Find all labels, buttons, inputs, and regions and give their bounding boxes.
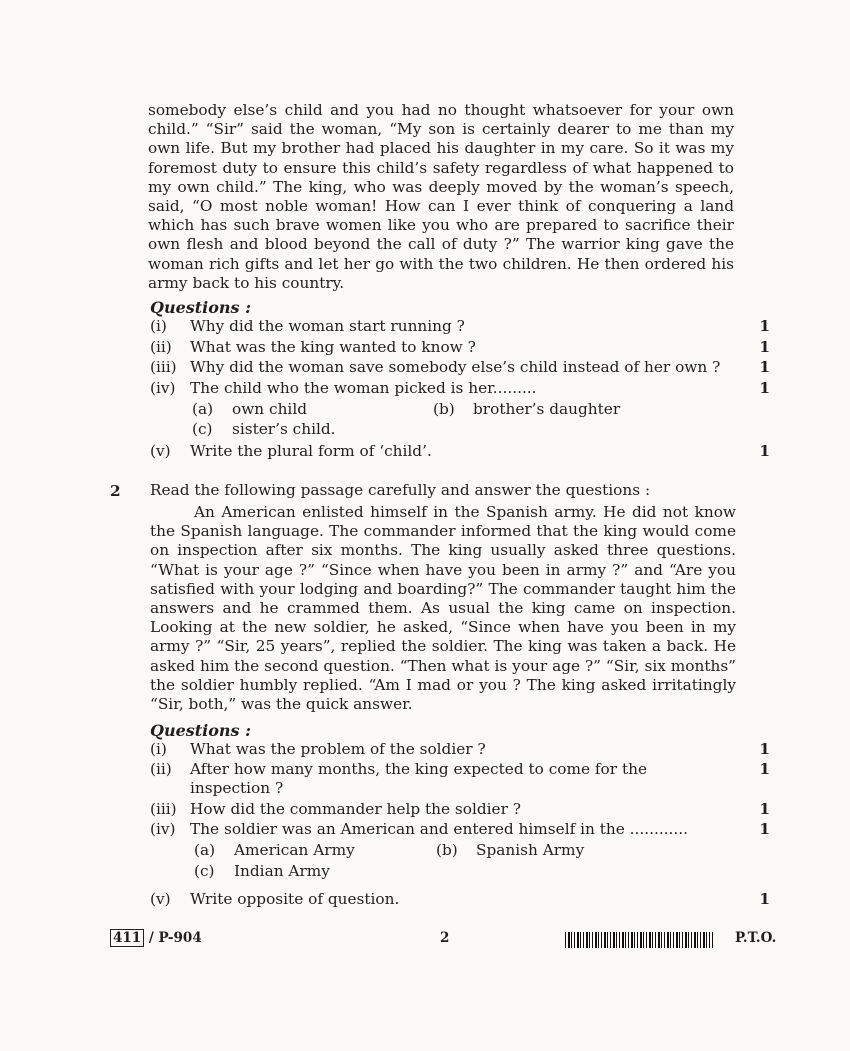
paper-code-suffix: / P-904 (148, 930, 202, 946)
marks: 1 (759, 760, 770, 778)
option-2b: (b) Spanish Army (436, 841, 585, 859)
marks: 1 (759, 890, 770, 908)
marks: 1 (759, 338, 770, 356)
marks: 1 (759, 379, 770, 397)
marks: 1 (759, 740, 770, 758)
passage-1-text: somebody else’s child and you had no thought whatsoever for your own child.” “Sir” said the woman, “My son is certainly dearer to me than my own life. But my brother had placed his daughter in my care. So it was my foremost duty to ensure this child’s safety regardless of what happened to my own child.” The king, who was deeply moved by the woman’s speech, said, “O most noble woman! How can I ever think of conquering a land which has such brave women like you who are prepared to sacrifice their own flesh and blood beyond the call of duty ?” The warrior king gave the woman rich gifts and let her go with the two children. He then ordered his army back to his country. (148, 101, 734, 292)
marks: 1 (759, 800, 770, 818)
option-1a: (a) own child (192, 400, 308, 418)
marks: 1 (759, 442, 770, 460)
paper-code-box: 411 (110, 929, 144, 947)
questions-heading-1: Questions : (150, 298, 252, 317)
marks: 1 (759, 317, 770, 335)
option-2c: (c) Indian Army (194, 862, 330, 880)
questions-heading-2: Questions : (150, 721, 252, 740)
passage-2 (150, 503, 736, 714)
exam-page: somebody else’s child and you had no thought whatsoever for your own child.” “Sir” said the woman, “My son is certainly dearer to me than my own life. But my brother had placed his daughter in my care. So it was my foremost duty to ensure this child’s safety regardless of what happened to my own child.” The king, who was deeply moved by the woman’s speech, said, “O most noble woman! How can I ever think of conquering a land which has such brave women like you who are prepared to sacrifice their own flesh and blood beyond the call of duty ?” The warrior king gave the woman rich gifts and let her go with the two children. He then ordered his army back to his country. Questions : (i) Why did the woman start running ? 1 (ii) What was the king wanted to know ? 1 (iii) Why did the woman save somebody else’s child instead of her own ? 1 (iv) The child who the woman picked is her......... 1 (a) own child (b) brother’s daughter (c) sister’s child. (v) Write the plural form of ‘child’. 1 2 Read the following passage carefully and answer the questions : An American enlisted himself in the Spanish army. He did not know the Spanish language. The commander informed that the king would come on inspection after six months. The king usually asked three questions. “What is your age ?” “Since when have you been in army ?” and “Are you satisfied with your lodging and boarding?” The commander taught him the answers and he crammed them. As usual the king came on inspection. Looking at the new soldier, he asked, “Since when have you been in my army ?” “Sir, 25 years”, replied the soldier. The king was taken a back. He asked him the second question. “Then what is your age ?” “Sir, six months” the soldier humbly replied. “Am I mad or you ? The king asked irritatingly “Sir, both,” was the quick answer. Questions : (i) What was the problem of the soldier ? 1 (ii) After how many months, the king expected to come for the inspection ? 1 (iii) How did the commander help the soldier ? 1 (iv) The soldier was an American and entered himself in the ............ 1 (a) American Army (b) Spanish Army (c) Indian Army (v) Write opposite of question. 1 411 / P-904 2 P.T.O. (110, 101, 777, 946)
barcode-image (565, 932, 713, 948)
question-number-2: 2 (110, 482, 121, 500)
option-2a: (a) American Army (194, 841, 355, 859)
option-1c: (c) sister’s child. (192, 420, 336, 438)
marks: 1 (759, 358, 770, 376)
option-1b: (b) brother’s daughter (433, 400, 621, 418)
marks: 1 (759, 820, 770, 838)
passage-1 (148, 101, 734, 293)
paper-code (110, 930, 202, 946)
passage-2-text: An American enlisted himself in the Spanish army. He did not know the Spanish language. The commander informed that the king would come on inspection after six months. The king usually asked three questions. “What is your age ?” “Since when have you been in army ?” and “Are you satisfied with your lodging and boarding?” The commander taught him the answers and he crammed them. As usual the king came on inspection. Looking at the new soldier, he asked, “Since when have you been in my army ?” “Sir, 25 years”, replied the soldier. The king was taken a back. He asked him the second question. “Then what is your age ?” “Sir, six months” the soldier humbly replied. “Am I mad or you ? The king asked irritatingly “Sir, both,” was the quick answer. (150, 503, 736, 714)
pto-label: P.T.O. (735, 930, 777, 946)
instruction-2: Read the following passage carefully and answer the questions : (150, 481, 651, 499)
page-number: 2 (440, 930, 450, 946)
